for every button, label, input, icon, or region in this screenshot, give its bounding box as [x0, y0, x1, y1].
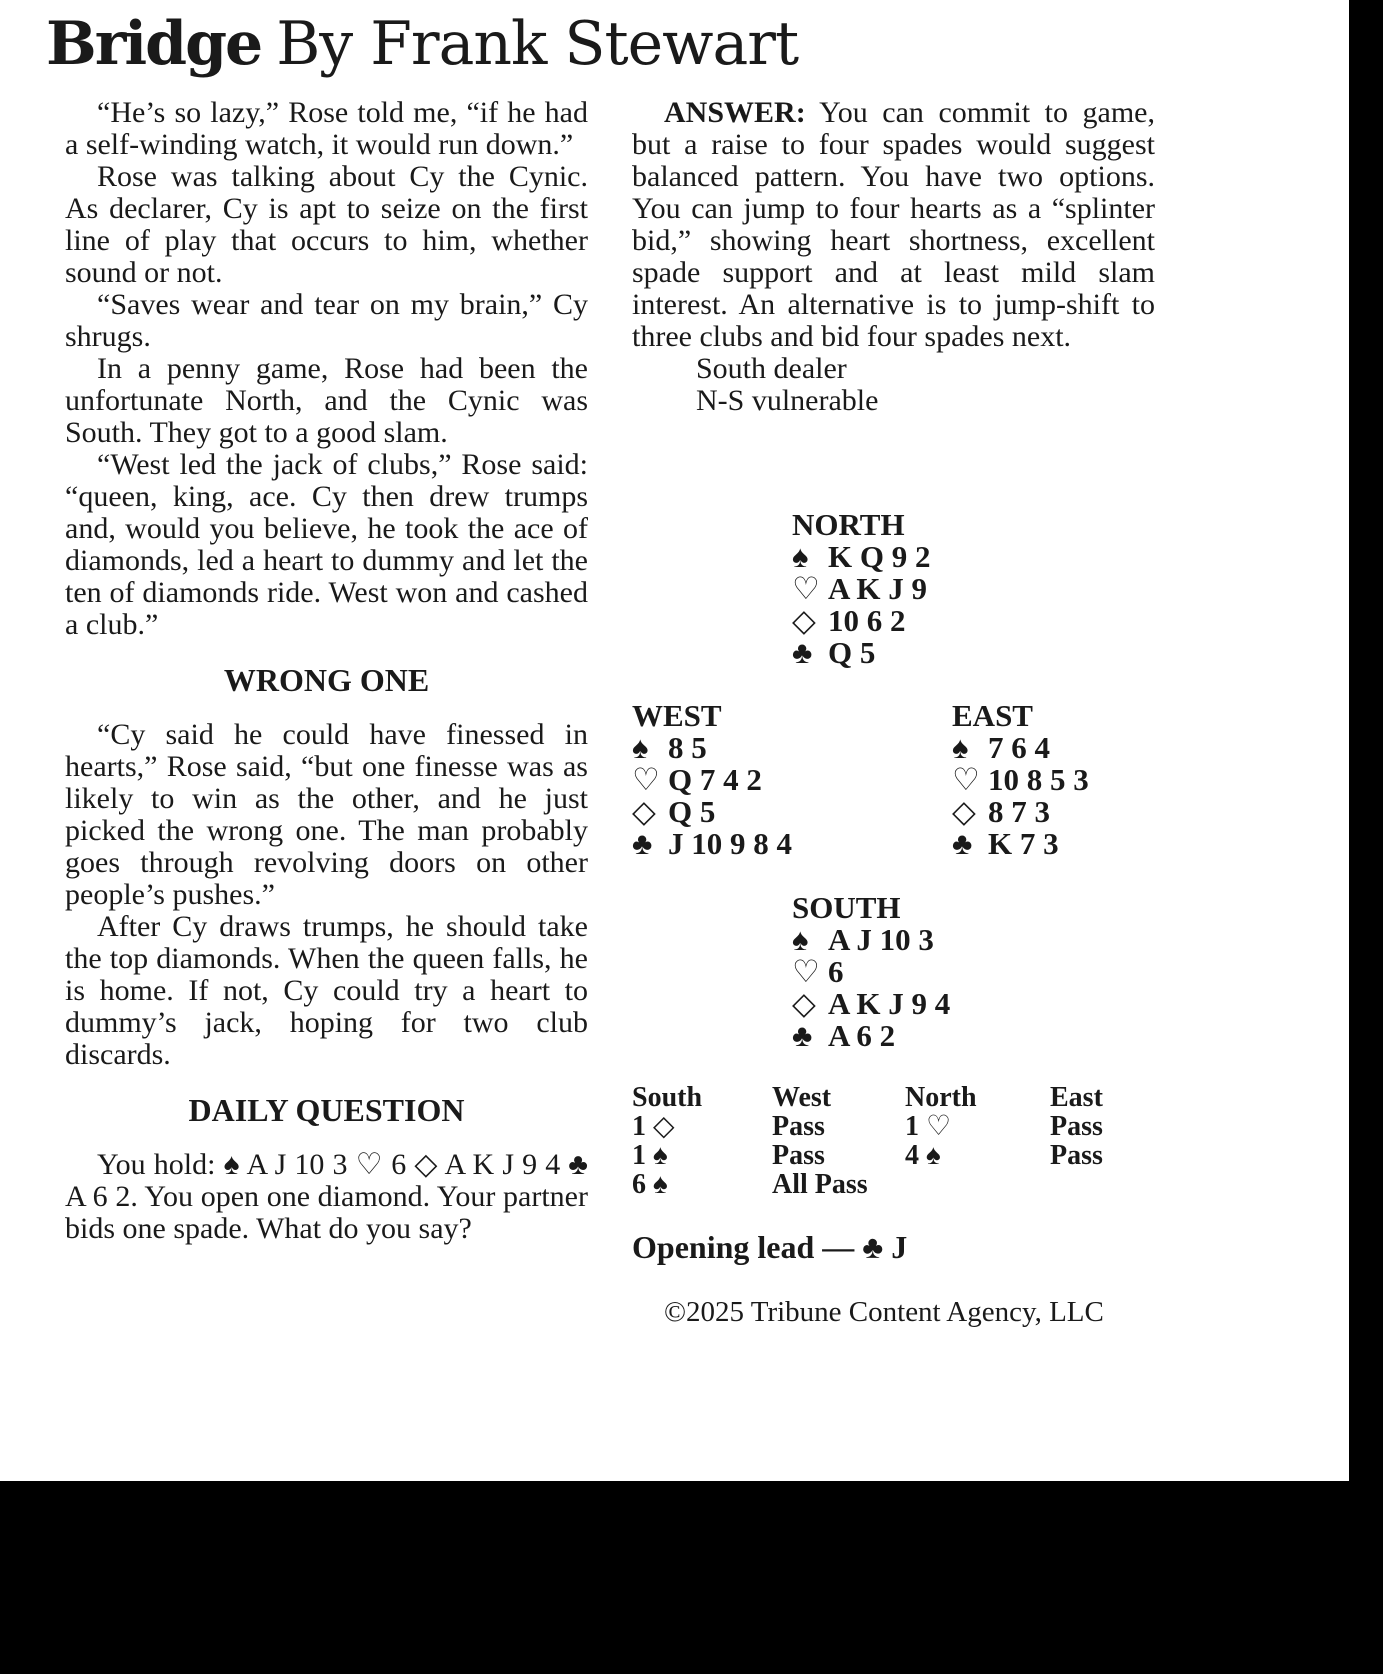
club-icon: ♣: [952, 826, 973, 861]
hand-west: [632, 700, 792, 860]
bidding-row: [632, 1141, 1190, 1170]
hand-diamonds: 10 6 2: [828, 603, 906, 638]
copyright-notice: ©2025 Tribune Content Agency, LLC: [664, 1296, 1104, 1328]
bid-cell: 1 ♡: [905, 1111, 952, 1142]
bid-cell: 4 ♠: [905, 1140, 941, 1171]
hand-east: [952, 700, 1089, 860]
bidding-header-row: [632, 1083, 1190, 1112]
bid-cell: Pass: [1050, 1111, 1103, 1142]
hand-spades: 7 6 4: [988, 730, 1050, 765]
hand-hearts: 6: [828, 954, 844, 989]
hand-hearts: A K J 9: [828, 571, 928, 606]
hand-title: EAST: [952, 698, 1033, 733]
hand-title: SOUTH: [792, 890, 901, 925]
diamond-icon: ◇: [632, 794, 656, 829]
article-paragraph: “He’s so lazy,” Rose told me, “if he had a self-winding watch, it would run down.”: [65, 96, 588, 161]
bid-cell: 1 ♠: [632, 1140, 668, 1171]
bidding-row: [632, 1112, 1190, 1141]
club-icon: ♣: [792, 1018, 813, 1053]
masthead-byline: By Frank Stewart: [276, 9, 799, 79]
spade-icon: ♠: [792, 922, 809, 957]
hand-diamonds: Q 5: [668, 794, 716, 829]
article-paragraph: Rose was talking about Cy the Cynic. As declarer, Cy is apt to seize on the first line of play that occurs to him, whether sound or not.: [65, 160, 588, 289]
hand-title: WEST: [632, 698, 722, 733]
masthead: [46, 8, 798, 80]
heart-icon: ♡: [792, 954, 820, 989]
hand-south: [792, 892, 950, 1052]
bidding-header: North: [905, 1082, 977, 1113]
bid-cell: [905, 1170, 1050, 1199]
bidding-header: East: [1050, 1082, 1103, 1113]
club-icon: ♣: [632, 826, 653, 861]
hand-diamonds: A K J 9 4: [828, 986, 951, 1021]
spade-icon: ♠: [632, 730, 649, 765]
diamond-icon: ◇: [952, 794, 976, 829]
article-paragraph: “West led the jack of clubs,” Rose said: “queen, king, ace. Cy then drew trumps and, would you believe, he took the ace of diamonds, led a heart to dummy and let the ten of diamonds ride. West won and cashed a club.”: [65, 448, 588, 641]
hand-spades: 8 5: [668, 730, 707, 765]
hand-diamonds: 8 7 3: [988, 794, 1050, 829]
hand-hearts: 10 8 5 3: [988, 762, 1089, 797]
heart-icon: ♡: [952, 762, 980, 797]
deal-diagram-container: [632, 97, 1232, 1053]
hand-clubs: K 7 3: [988, 826, 1059, 861]
left-column: [65, 97, 588, 1245]
article-paragraph: “Cy said he could have finessed in hearts,” Rose said, “but one finesse was as likely to win as the other, and he just picked the wrong one. The man probably goes through revolving doors on other people’s pushes.”: [65, 718, 588, 911]
bidding-table: [632, 1083, 1190, 1199]
hand-clubs: J 10 9 8 4: [668, 826, 792, 861]
spade-icon: ♠: [792, 539, 809, 574]
answer-text: You can commit to game, but a raise to four spades would suggest balanced pattern. You have two options. You can jump to four hearts as a “splinter bid,” showing heart shortness, excellent spade support and at least mild slam interest. An alternative is to jump-shift to three clubs and bid four spades next.: [632, 96, 1155, 353]
bid-cell: 6 ♠: [632, 1169, 668, 1200]
opening-lead: Opening lead — ♣ J: [632, 1229, 908, 1265]
bid-cell: Pass: [1050, 1140, 1103, 1171]
spade-icon: ♠: [952, 730, 969, 765]
article-paragraph: In a penny game, Rose had been the unfortunate North, and the Cynic was South. They got to a good slam.: [65, 352, 588, 449]
dealer-info: South dealer: [696, 352, 847, 385]
answer-label: ANSWER:: [664, 96, 806, 129]
article-paragraph: After Cy draws trumps, he should take the top diamonds. When the queen falls, he is home. If not, Cy could try a heart to dummy’s jack, hoping for two club discards.: [65, 910, 588, 1071]
club-icon: ♣: [792, 635, 813, 670]
masthead-brand: Bridge: [46, 9, 262, 79]
bidding-header: South: [632, 1082, 703, 1113]
bid-cell: 1 ◇: [632, 1111, 675, 1142]
bid-cell: Pass: [772, 1111, 825, 1142]
deal-diagram: [632, 97, 1232, 1053]
daily-question: You hold: ♠ A J 10 3 ♡ 6 ◇ A K J 9 4 ♣ A 6 2. You open one diamond. Your partner bids one spade. What do you say?: [65, 1148, 588, 1245]
hand-north: [792, 509, 930, 669]
section-heading: WRONG ONE: [223, 662, 430, 698]
bidding-header: West: [772, 1082, 832, 1113]
heart-icon: ♡: [632, 762, 660, 797]
bidding-row: [632, 1170, 1190, 1199]
bid-cell: All Pass: [772, 1169, 868, 1200]
article-paragraph: “Saves wear and tear on my brain,” Cy shrugs.: [65, 288, 588, 353]
hand-spades: K Q 9 2: [828, 539, 931, 574]
vulnerability-info: N-S vulnerable: [696, 384, 879, 417]
hand-clubs: Q 5: [828, 635, 876, 670]
section-heading: DAILY QUESTION: [188, 1092, 465, 1128]
bid-cell: [1050, 1170, 1190, 1199]
hand-clubs: A 6 2: [828, 1018, 896, 1053]
diamond-icon: ◇: [792, 986, 816, 1021]
diamond-icon: ◇: [792, 603, 816, 638]
hand-title: NORTH: [792, 507, 905, 542]
hand-spades: A J 10 3: [828, 922, 934, 957]
bid-cell: Pass: [772, 1140, 825, 1171]
hand-hearts: Q 7 4 2: [668, 762, 762, 797]
heart-icon: ♡: [792, 571, 820, 606]
